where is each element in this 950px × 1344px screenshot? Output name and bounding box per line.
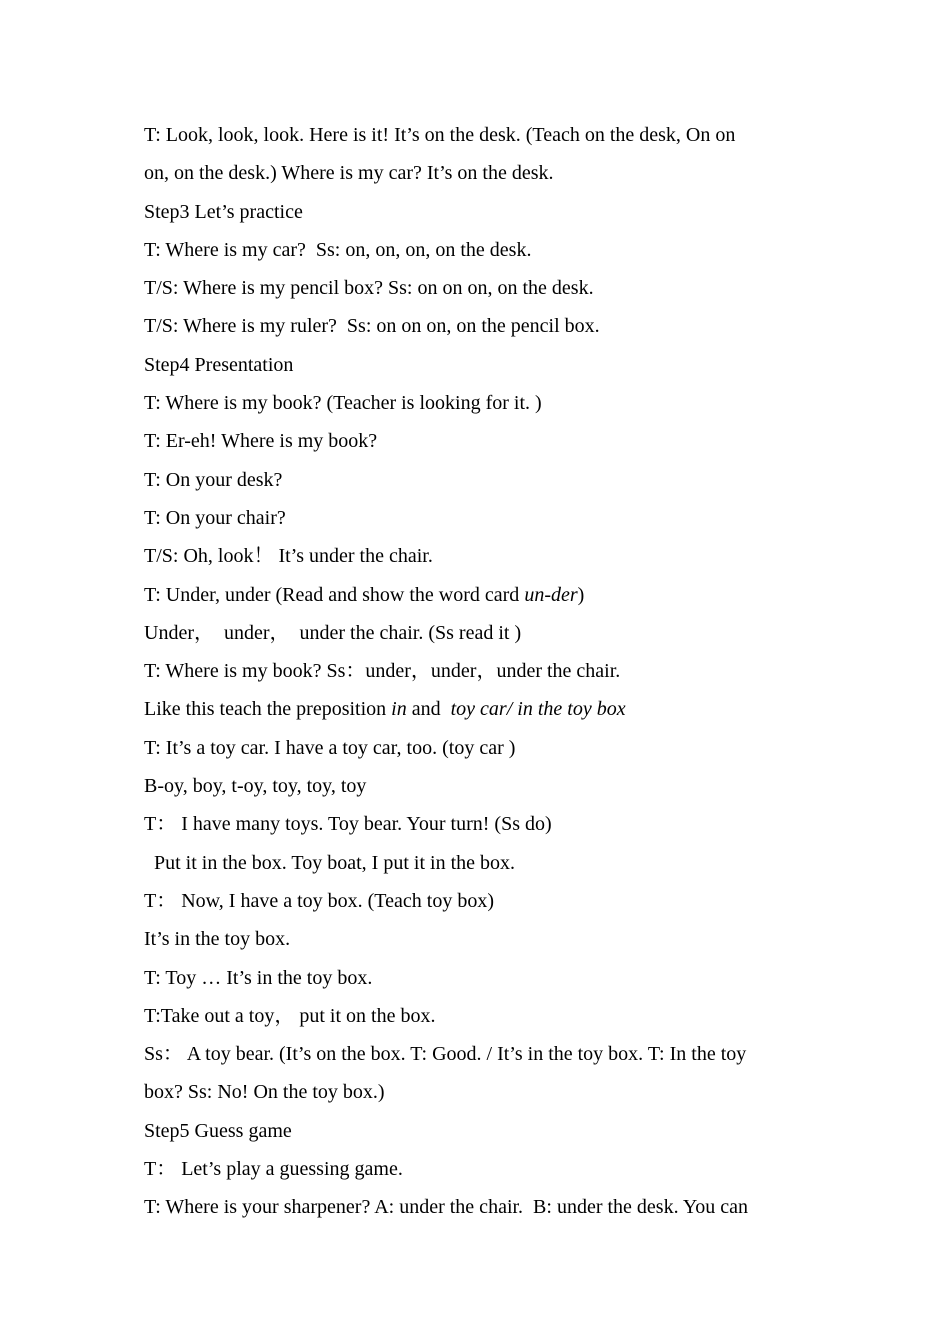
italic-phrase: toy car/ in the toy box	[450, 698, 626, 721]
text-line: T： Let’s play a guessing game.	[144, 1158, 403, 1181]
text-line: T: On your chair?	[144, 506, 286, 529]
text-line: Ss： A toy bear. (It’s on the box. T: Good. / It’s in the toy box. T: In the toy	[144, 1043, 747, 1066]
text-run: and	[406, 698, 451, 721]
document-body	[144, 116, 814, 1227]
text-line	[144, 576, 814, 614]
text-line: box? Ss: No! On the toy box.)	[144, 1081, 385, 1104]
text-line: T/S: Where is my pencil box? Ss: on on on, on the desk.	[144, 277, 594, 300]
italic-word: in	[391, 698, 407, 721]
text-run: Like this teach the preposition	[144, 698, 392, 721]
text-line: T: On your desk?	[144, 468, 283, 491]
text-run: )	[577, 583, 585, 606]
text-line: T: Where is my car? Ss: on, on, on, on the desk.	[144, 238, 532, 261]
text-line: Under， under， under the chair. (Ss read it )	[144, 621, 522, 644]
text-line: Put it in the box. Toy boat, I put it in the box.	[144, 851, 515, 874]
text-line	[144, 690, 814, 728]
text-line: T/S: Oh, look！ It’s under the chair.	[144, 545, 433, 568]
text-line: T: It’s a toy car. I have a toy car, too. (toy car )	[144, 736, 516, 759]
text-line: T/S: Where is my ruler? Ss: on on on, on the pencil box.	[144, 315, 600, 338]
text-line: T： Now, I have a toy box. (Teach toy box)	[144, 889, 494, 912]
text-line: It’s in the toy box.	[144, 928, 291, 951]
text-line: T: Where is my book? Ss：under，under，under the chair.	[144, 660, 621, 683]
section-heading: Step3 Let’s practice	[144, 200, 303, 223]
italic-word: un-der	[524, 583, 578, 606]
text-line: T: Look, look, look. Here is it! It’s on the desk. (Teach on the desk, On on	[144, 124, 736, 146]
text-line: T: Er-eh! Where is my book?	[144, 430, 378, 453]
text-line: T: Where is your sharpener? A: under the chair. B: under the desk. You can	[144, 1196, 749, 1219]
text-line: B-oy, boy, t-oy, toy, toy, toy	[144, 775, 367, 798]
section-heading: Step5 Guess game	[144, 1119, 292, 1142]
text-line: T: Toy … It’s in the toy box.	[144, 966, 373, 989]
text-line: T: Where is my book? (Teacher is looking for it. )	[144, 392, 542, 415]
text-line: on, on the desk.) Where is my car? It’s on the desk.	[144, 162, 554, 185]
section-heading: Step4 Presentation	[144, 353, 294, 376]
text-line: T： I have many toys. Toy bear. Your turn! (Ss do)	[144, 813, 552, 836]
text-run: T: Under, under (Read and show the word card	[144, 583, 525, 606]
text-line: T:Take out a toy， put it on the box.	[144, 1004, 436, 1027]
